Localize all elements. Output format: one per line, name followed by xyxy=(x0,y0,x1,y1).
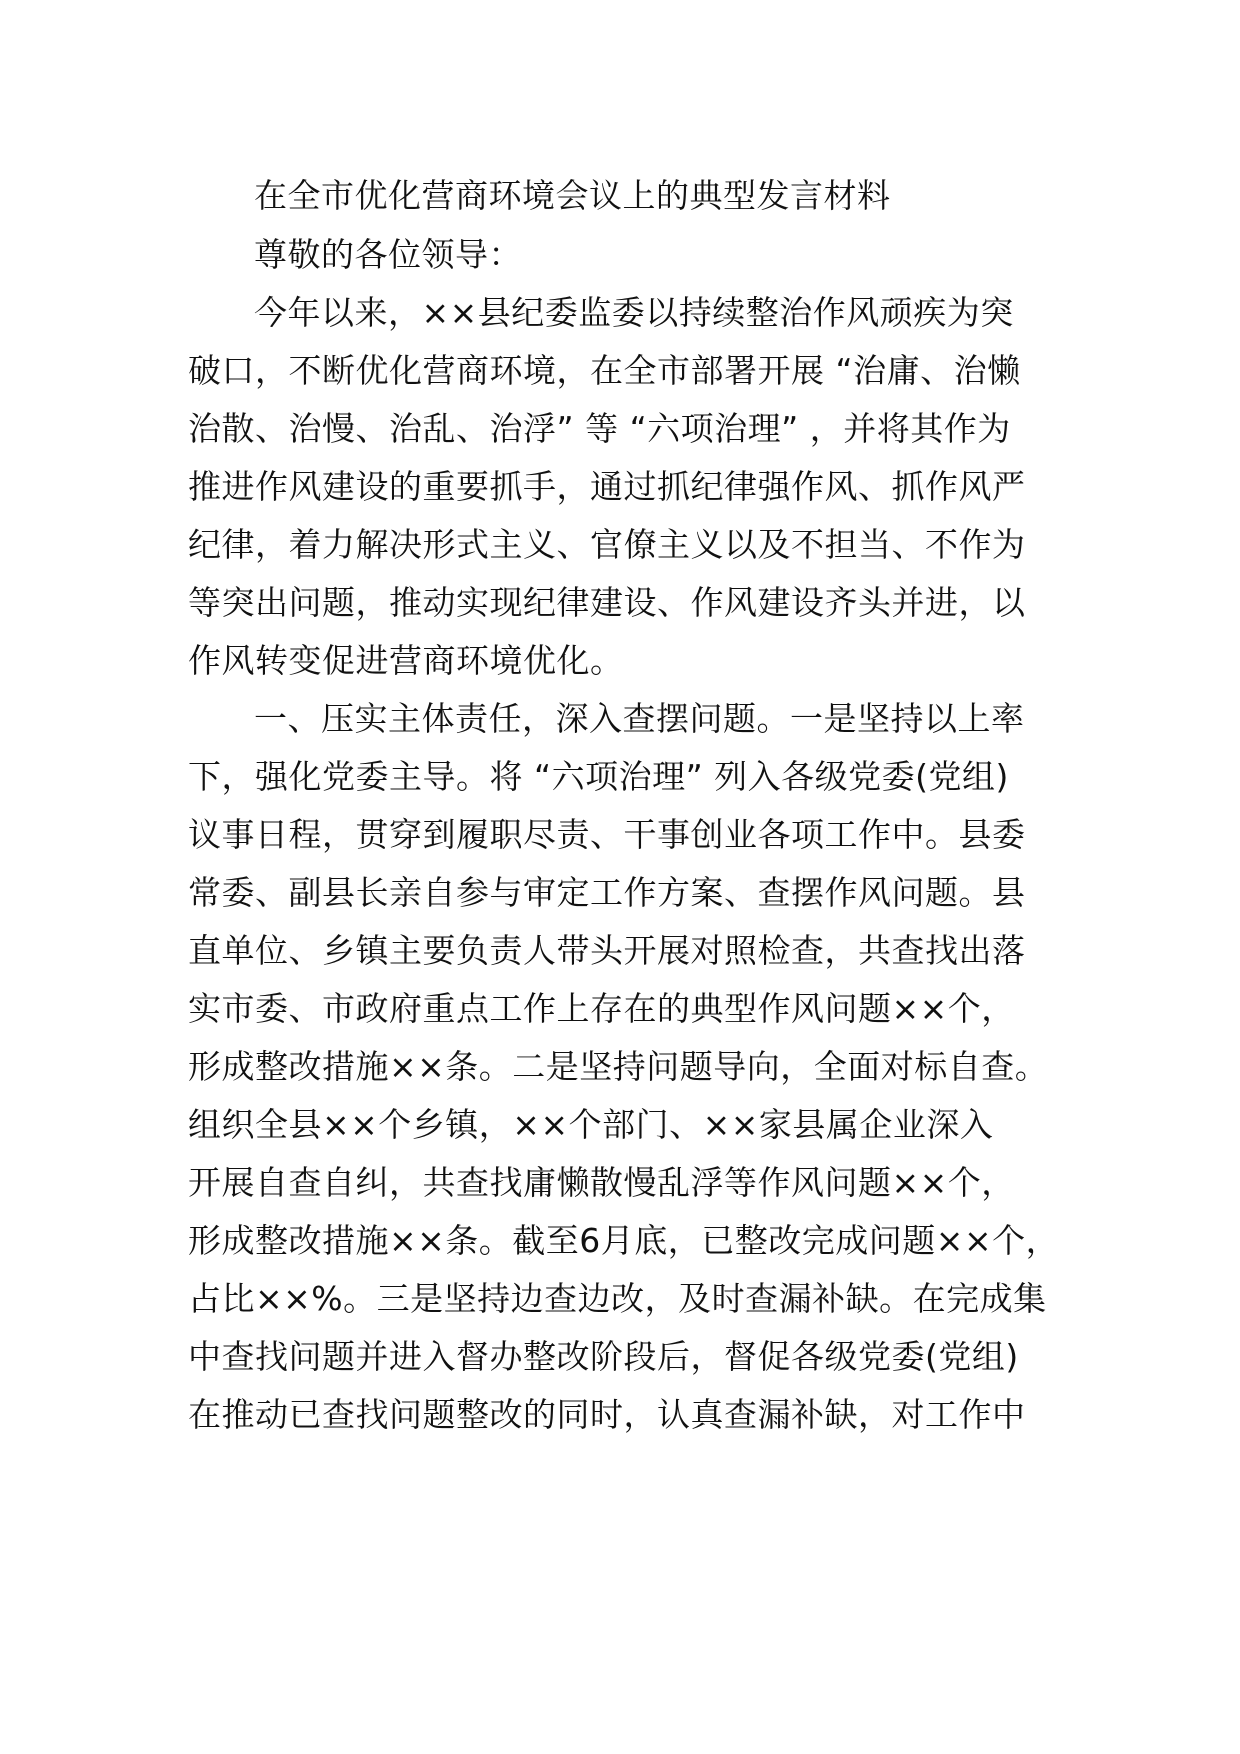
body-line: 组织全县××个乡镇，××个部门、××家县属企业深入 xyxy=(188,1105,994,1144)
body-line: 治散、治慢、治乱、治浮” 等 “六项治理” ，并将其作为 xyxy=(188,409,1011,448)
body-line: 中查找问题并进入督办整改阶段后，督促各级党委(党组) xyxy=(188,1337,1019,1376)
body-line: 推进作风建设的重要抓手，通过抓纪律强作风、抓作风严 xyxy=(188,467,1026,506)
body-line: 占比××%。三是坚持边查边改，及时查漏补缺。在完成集 xyxy=(188,1279,1047,1318)
body-line: 常委、副县长亲自参与审定工作方案、查摆作风问题。县 xyxy=(188,873,1026,912)
body-line: 下，强化党委主导。将 “六项治理” 列入各级党委(党组) xyxy=(188,757,1009,796)
body-line: 形成整改措施××条。截至6月底，已整改完成问题××个， xyxy=(188,1221,1060,1260)
body-line: 破口，不断优化营商环境，在全市部署开展 “治庸、治懒 xyxy=(188,351,1021,390)
body-line: 形成整改措施××条。二是坚持问题导向，全面对标自查。 xyxy=(188,1047,1049,1086)
body-line: 今年以来，××县纪委监委以持续整治作风顽疾为突 xyxy=(254,293,1014,332)
body-line: 作风转变促进营商环境优化。 xyxy=(188,641,624,680)
body-line: 议事日程，贯穿到履职尽责、干事创业各项工作中。县委 xyxy=(188,815,1026,854)
body-line: 实市委、市政府重点工作上存在的典型作风问题××个， xyxy=(188,989,1015,1028)
body-line: 在推动已查找问题整改的同时，认真查漏补缺，对工作中 xyxy=(188,1395,1026,1434)
section-heading-line: 一、压实主体责任，深入查摆问题。一是坚持以上率 xyxy=(254,699,1025,738)
document-title: 在全市优化营商环境会议上的典型发言材料 xyxy=(254,176,891,215)
salutation: 尊敬的各位领导： xyxy=(254,235,522,274)
body-line: 开展自查自纠，共查找庸懒散慢乱浮等作风问题××个， xyxy=(188,1163,1015,1202)
body-line: 直单位、乡镇主要负责人带头开展对照检查，共查找出落 xyxy=(188,931,1026,970)
body-line: 等突出问题，推动实现纪律建设、作风建设齐头并进，以 xyxy=(188,583,1026,622)
body-line: 纪律，着力解决形式主义、官僚主义以及不担当、不作为 xyxy=(188,525,1026,564)
